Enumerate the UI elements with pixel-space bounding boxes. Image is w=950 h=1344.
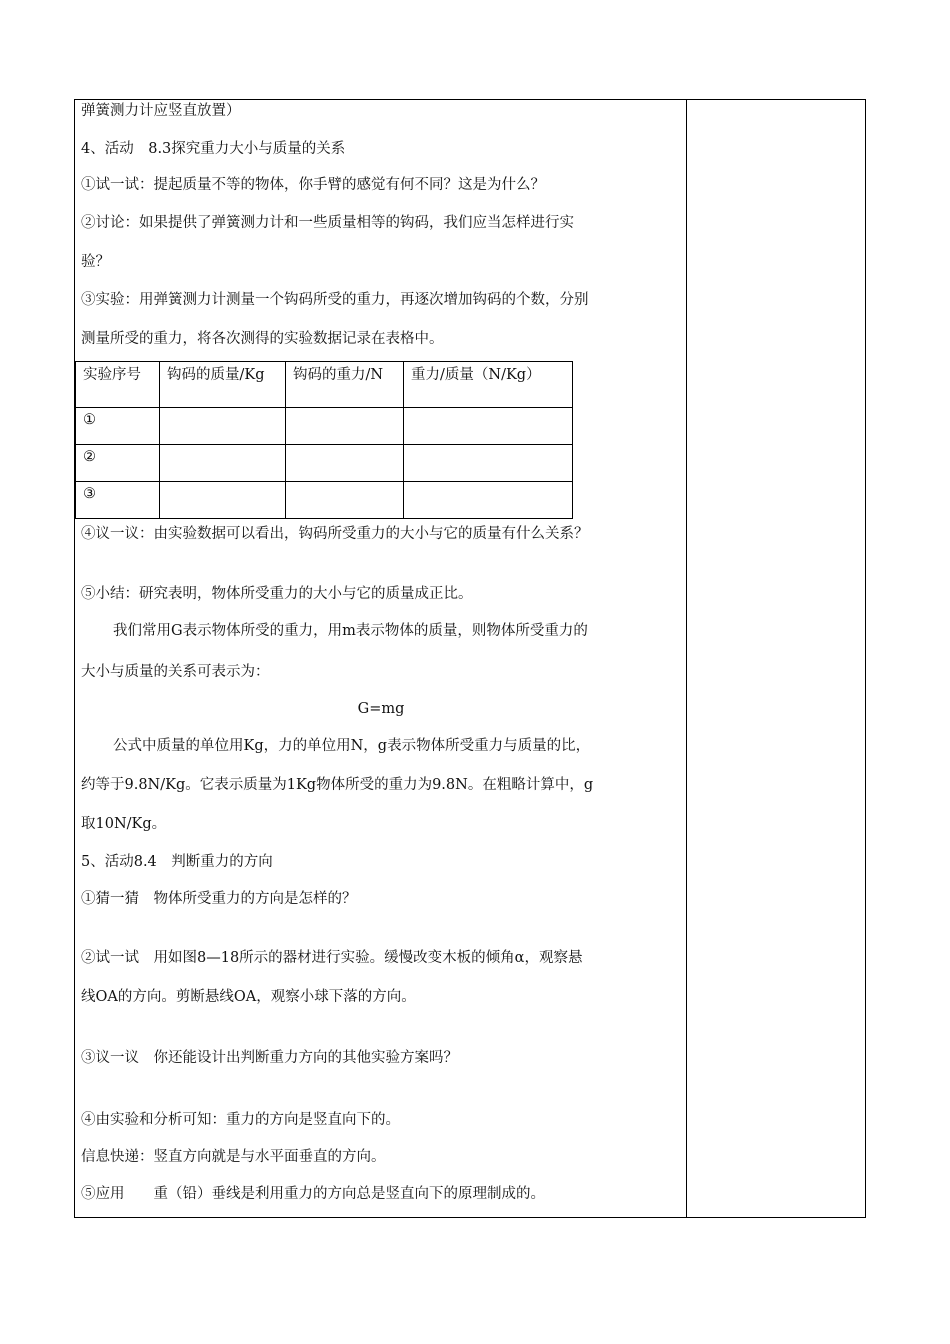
- table-cell: ①: [76, 408, 160, 445]
- table-cell: [160, 408, 286, 445]
- text-line: ②讨论：如果提供了弹簧测力计和一些质量相等的钩码，我们应当怎样进行实: [81, 215, 574, 231]
- text-line: ⑤应用 重（铅）垂线是利用重力的方向总是竖直向下的原理制成的。: [81, 1186, 545, 1202]
- formula: G=mg: [357, 701, 405, 717]
- text-line: ①猜一猜 物体所受重力的方向是怎样的？: [81, 891, 357, 907]
- section-heading-4: 4、活动 8.3探究重力大小与质量的关系: [81, 141, 346, 157]
- table-header-row: [76, 362, 573, 408]
- table-cell: [404, 482, 573, 519]
- table-header-cell: 钩码的质量/Kg: [160, 362, 286, 408]
- text-line: 公式中质量的单位用Kg，力的单位用N，g表示物体所受重力与质量的比，: [113, 738, 591, 754]
- table-header-cell: 重力/质量（N/Kg）: [404, 362, 573, 408]
- text-line: 大小与质量的关系可表示为：: [81, 664, 270, 680]
- text-line: 约等于9.8N/Kg。它表示质量为1Kg物体所受的重力为9.8N。在粗略计算中，g: [81, 777, 594, 793]
- table-cell: [286, 445, 404, 482]
- section-heading-5: 5、活动8.4 判断重力的方向: [81, 854, 273, 870]
- text-line: ③实验：用弹簧测力计测量一个钩码所受的重力，再逐次增加钩码的个数，分别: [81, 292, 589, 308]
- table-cell: [286, 408, 404, 445]
- column-divider: [686, 100, 687, 1217]
- table-row: [76, 482, 573, 519]
- table-cell: [160, 445, 286, 482]
- text-line: 我们常用G表示物体所受的重力，用m表示物体的质量，则物体所受重力的: [113, 623, 588, 639]
- text-line: 测量所受的重力，将各次测得的实验数据记录在表格中。: [81, 331, 444, 347]
- table-cell: ②: [76, 445, 160, 482]
- text-line: ①试一试：提起质量不等的物体，你手臂的感觉有何不同？这是为什么？: [81, 177, 545, 193]
- table-header-cell: 实验序号: [76, 362, 160, 408]
- table-cell: [160, 482, 286, 519]
- table-cell: [286, 482, 404, 519]
- data-table: [75, 361, 573, 519]
- text-line: ⑤小结：研究表明，物体所受重力的大小与它的质量成正比。: [81, 586, 473, 602]
- worksheet-frame: [74, 99, 866, 1218]
- text-line: 弹簧测力计应竖直放置）: [81, 103, 241, 119]
- table-row: [76, 408, 573, 445]
- text-line: 取10N/Kg。: [81, 816, 167, 832]
- table-header-cell: 钩码的重力/N: [286, 362, 404, 408]
- table-cell: [404, 445, 573, 482]
- table-row: [76, 445, 573, 482]
- table-cell: [404, 408, 573, 445]
- text-line: ③议一议 你还能设计出判断重力方向的其他实验方案吗？: [81, 1050, 458, 1066]
- text-line: ④由实验和分析可知：重力的方向是竖直向下的。: [81, 1112, 400, 1128]
- text-line: ②试一试 用如图8—18所示的器材进行实验。缓慢改变木板的倾角α，观察悬: [81, 950, 583, 966]
- text-line: 验？: [81, 254, 110, 270]
- text-line: 线OA的方向。剪断悬线OA，观察小球下落的方向。: [81, 989, 416, 1005]
- text-line: 信息快递：竖直方向就是与水平面垂直的方向。: [81, 1149, 386, 1165]
- text-line: ④议一议：由实验数据可以看出，钩码所受重力的大小与它的质量有什么关系？: [81, 526, 589, 542]
- table-cell: ③: [76, 482, 160, 519]
